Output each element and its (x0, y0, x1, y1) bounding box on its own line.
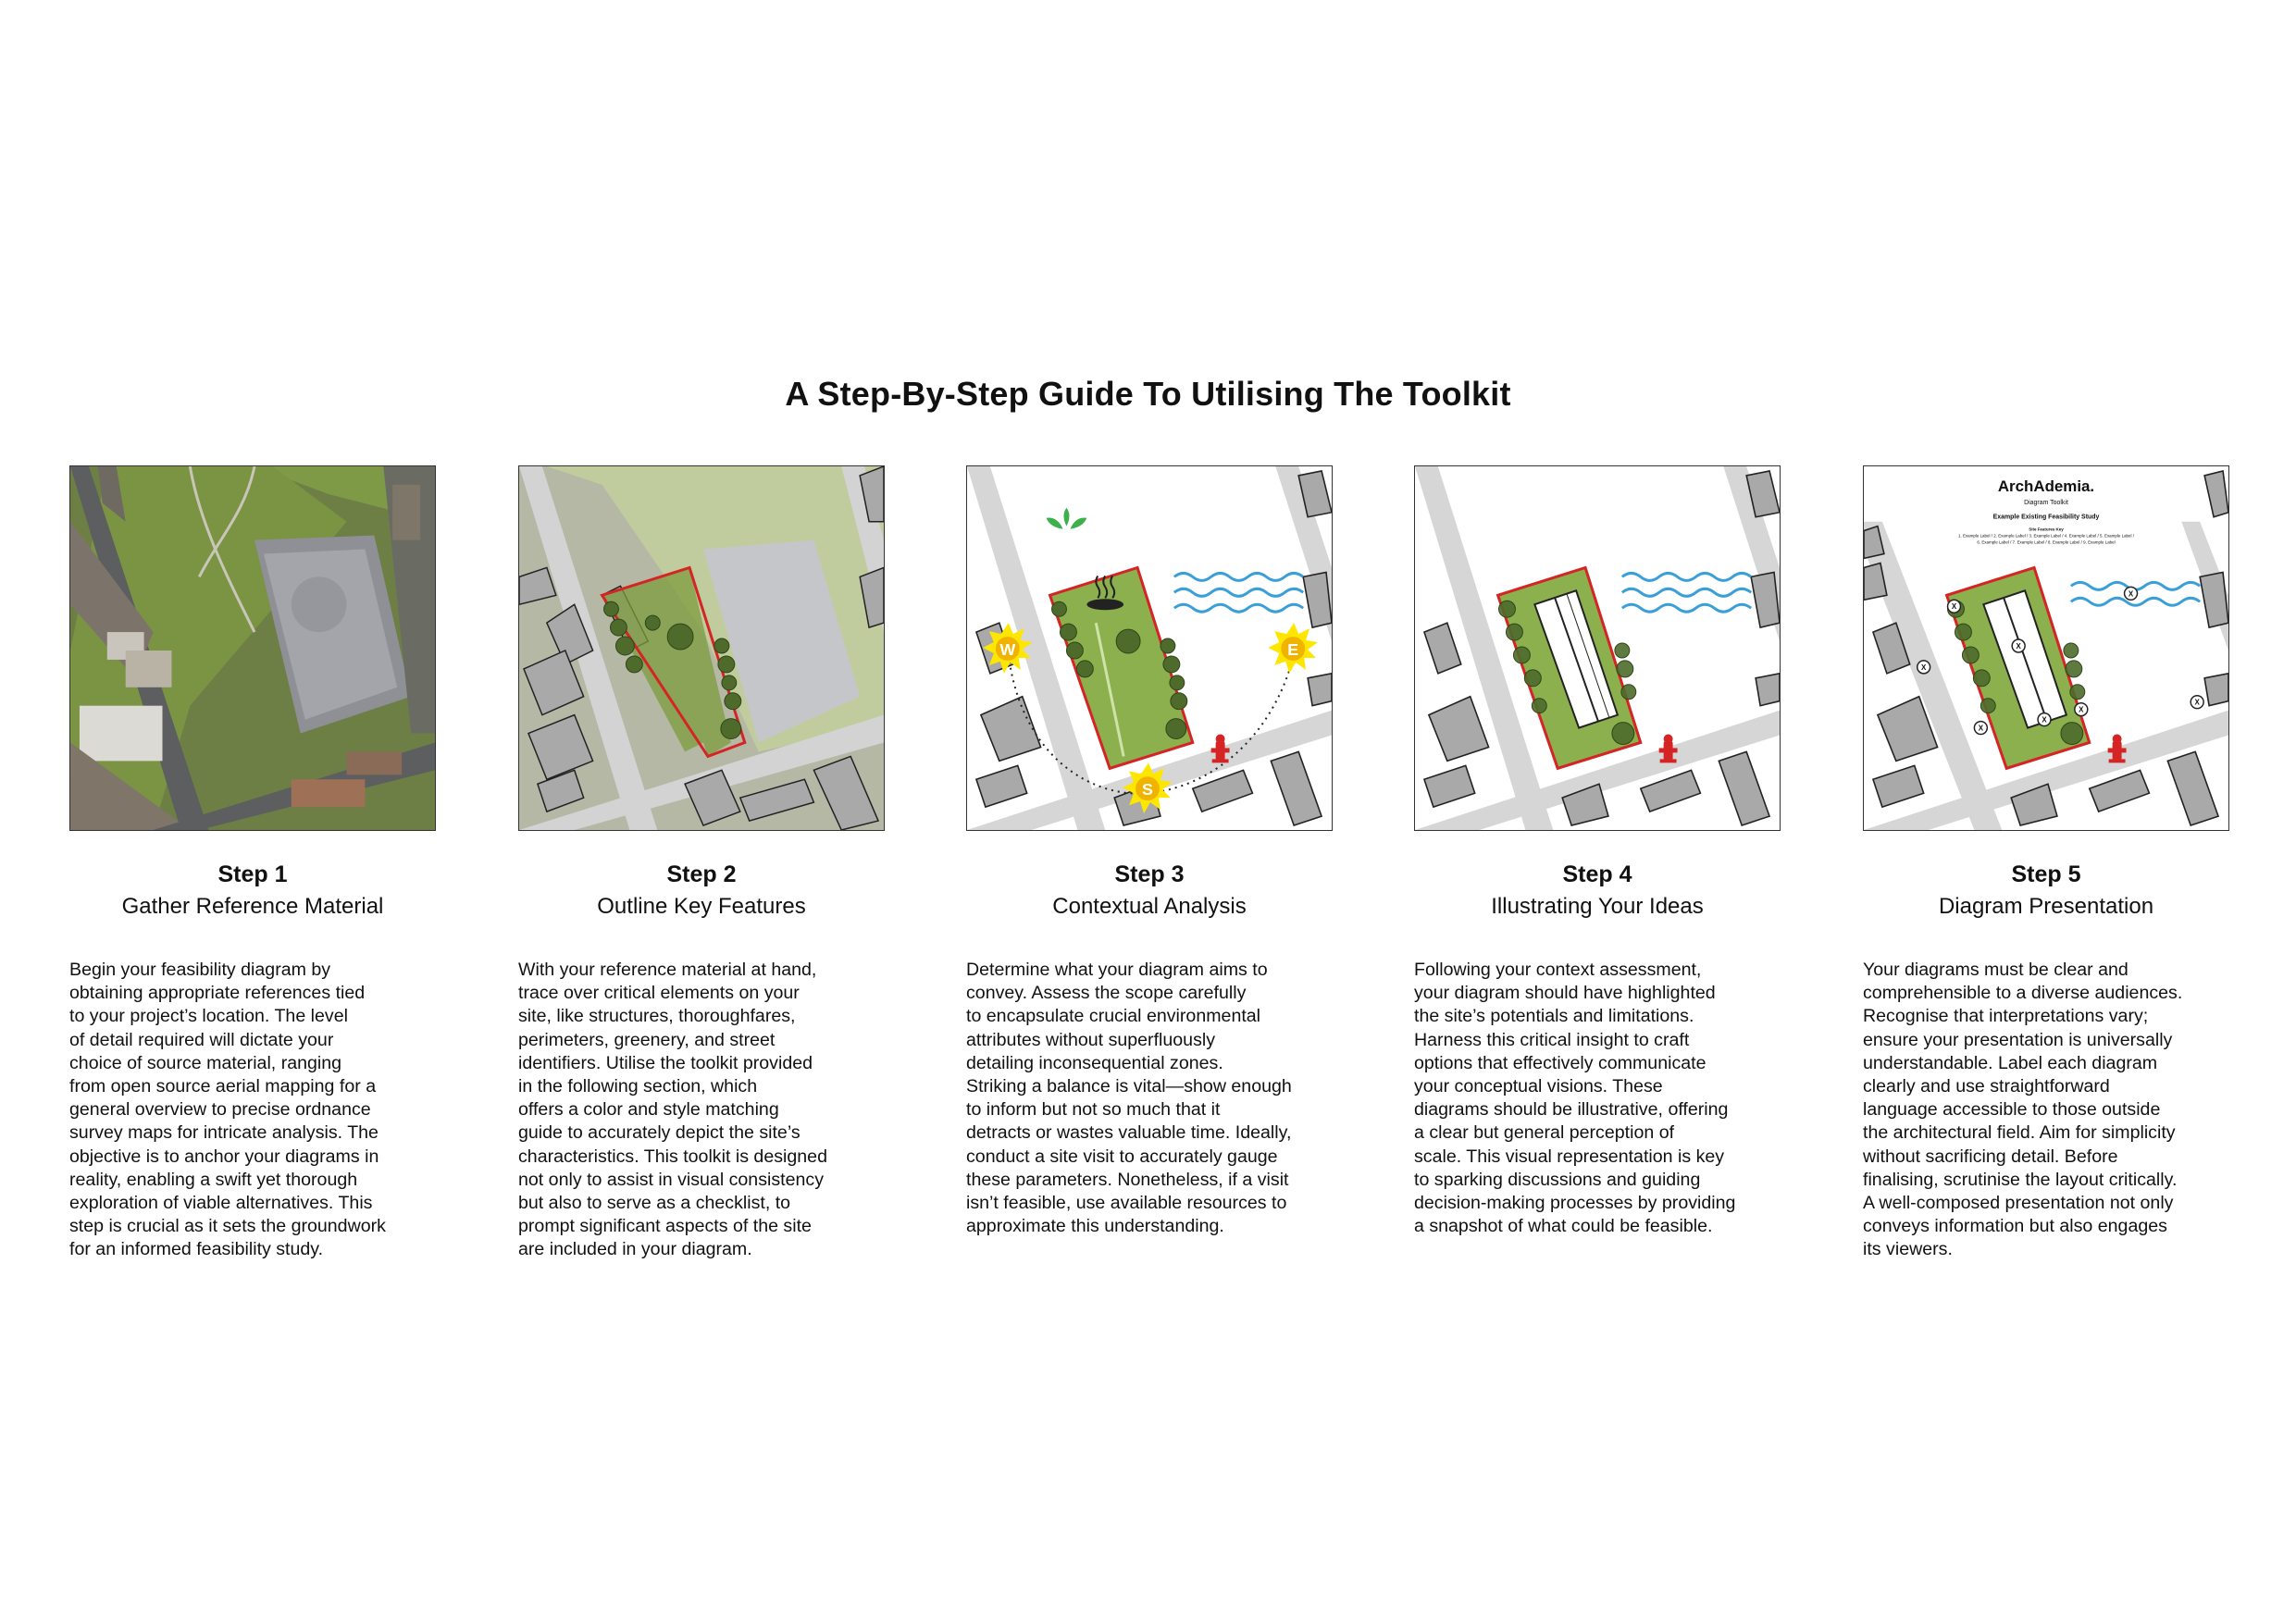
step-3-column (966, 465, 1333, 1238)
presentation-diagram-image (1864, 466, 2228, 830)
key-title: Site Features Key (2029, 527, 2064, 532)
marker-6 (2038, 713, 2051, 726)
step-number: Step 1 (217, 861, 288, 887)
brand-logo: ArchAdemia. (1997, 477, 2095, 495)
panel-subtitle: Diagram Toolkit (2024, 499, 2068, 506)
context-diagram-image (967, 466, 1332, 830)
marker-5 (1974, 722, 1987, 735)
svg-text:X: X (2079, 705, 2084, 714)
step-number: Step 2 (666, 861, 737, 887)
outlined-aerial-image (519, 466, 884, 830)
marker-7 (2075, 703, 2088, 716)
svg-text:X: X (1951, 602, 1957, 612)
svg-text:X: X (2016, 641, 2021, 650)
sun-south-label: S (1142, 780, 1153, 799)
svg-text:X: X (1978, 724, 1984, 733)
marker-1 (1948, 600, 1961, 613)
context-diagram (966, 465, 1333, 831)
page-title: A Step-By-Step Guide To Utilising The Toolkit (785, 375, 1511, 413)
step-number: Step 4 (1562, 861, 1632, 887)
step-title: Diagram Presentation (1938, 894, 2154, 919)
aerial-photo-image (70, 466, 435, 830)
step-description: Following your context assessment, your diagram should have highlighted the site’s potentials and limitations. Harness this critical insight to craft options that effectively communicate your conceptual visions. These diagrams should be illustrative, offering a clear but general perception of scale. This visual representation is key to sparking discussions and guiding decision-making processes by providing a snapshot of what could be feasible. (1414, 960, 1736, 1237)
presentation-diagram (1863, 465, 2229, 831)
panel-heading: Example Existing Feasibility Study (1992, 514, 2100, 521)
key-line-1: 1. Example Label / 2. Example Label / 3. Example Label / 4. Example Label / 5. Example Label / (1957, 533, 2135, 539)
step-4-column (1414, 465, 1781, 1238)
svg-text:X: X (2194, 698, 2200, 707)
step-title: Gather Reference Material (121, 894, 384, 919)
svg-text:X: X (2128, 589, 2134, 599)
step-description: Your diagrams must be clear and comprehensible to a diverse audiences. Recognise that interpretations vary; ensure your presentation is universally understandable. Label each diagram clearly and use straightforward language accessible to those outside the architectural field. Aim for simplicity without sacrificing detail. Before finalising, scrutinise the layout critically. A well-composed presentation not only conveys information but also engages its viewers. (1863, 960, 2183, 1260)
marker-3 (2125, 587, 2138, 600)
proposal-diagram (1414, 465, 1781, 831)
sun-west-label: W (999, 639, 1016, 659)
step-description: Begin your feasibility diagram by obtaining appropriate references tied to your project’s location. The level of detail required will dictate your choice of source material, ranging from open source aerial mapping for a general overview to precise ordnance survey maps for intricate analysis. The objective is to anchor your diagrams in reality, enabling a swift yet thorough exploration of viable alternatives. This step is crucial as it sets the groundwork for an informed feasibility study. (69, 960, 386, 1260)
step-description: With your reference material at hand, trace over critical elements on your site, like structures, thoroughfares, perimeters, greenery, and street identifiers. Utilise the toolkit provided in the following section, which offers a color and style matching guide to accurately depict the site’s characteristics. This toolkit is designed not only to assist in visual consistency but also to serve as a checklist, to prompt significant aspects of the site are included in your diagram. (518, 960, 827, 1260)
step-5-column (1863, 465, 2229, 1262)
step-1-column (69, 465, 436, 1262)
marker-8 (2191, 696, 2203, 709)
proposal-diagram-image (1415, 466, 1780, 830)
step-number: Step 3 (1114, 861, 1185, 887)
step-title: Outline Key Features (597, 894, 806, 919)
step-description: Determine what your diagram aims to convey. Assess the scope carefully to encapsulate crucial environmental attributes without superfluously detailing inconsequential zones. Striking a balance is vital—show enough to inform but not so much that it detracts or wastes valuable time. Ideally, conduct a site visit to accurately gauge these parameters. Nonetheless, if a visit isn’t feasible, use available resources to approximate this understanding. (966, 960, 1292, 1237)
svg-text:X: X (1921, 663, 1927, 672)
outlined-aerial (518, 465, 885, 831)
sun-east-label: E (1287, 639, 1299, 659)
svg-text:X: X (2042, 715, 2047, 725)
step-2-column (518, 465, 885, 1262)
step-title: Illustrating Your Ideas (1491, 894, 1704, 919)
marker-2 (2012, 639, 2025, 652)
aerial-photo (69, 465, 436, 831)
marker-4 (1917, 661, 1930, 674)
key-line-2: 6. Example Label / 7. Example Label / 8. Example Label / 9. Example Label (1977, 539, 2116, 545)
step-number: Step 5 (2011, 861, 2081, 887)
step-title: Contextual Analysis (1052, 894, 1247, 919)
